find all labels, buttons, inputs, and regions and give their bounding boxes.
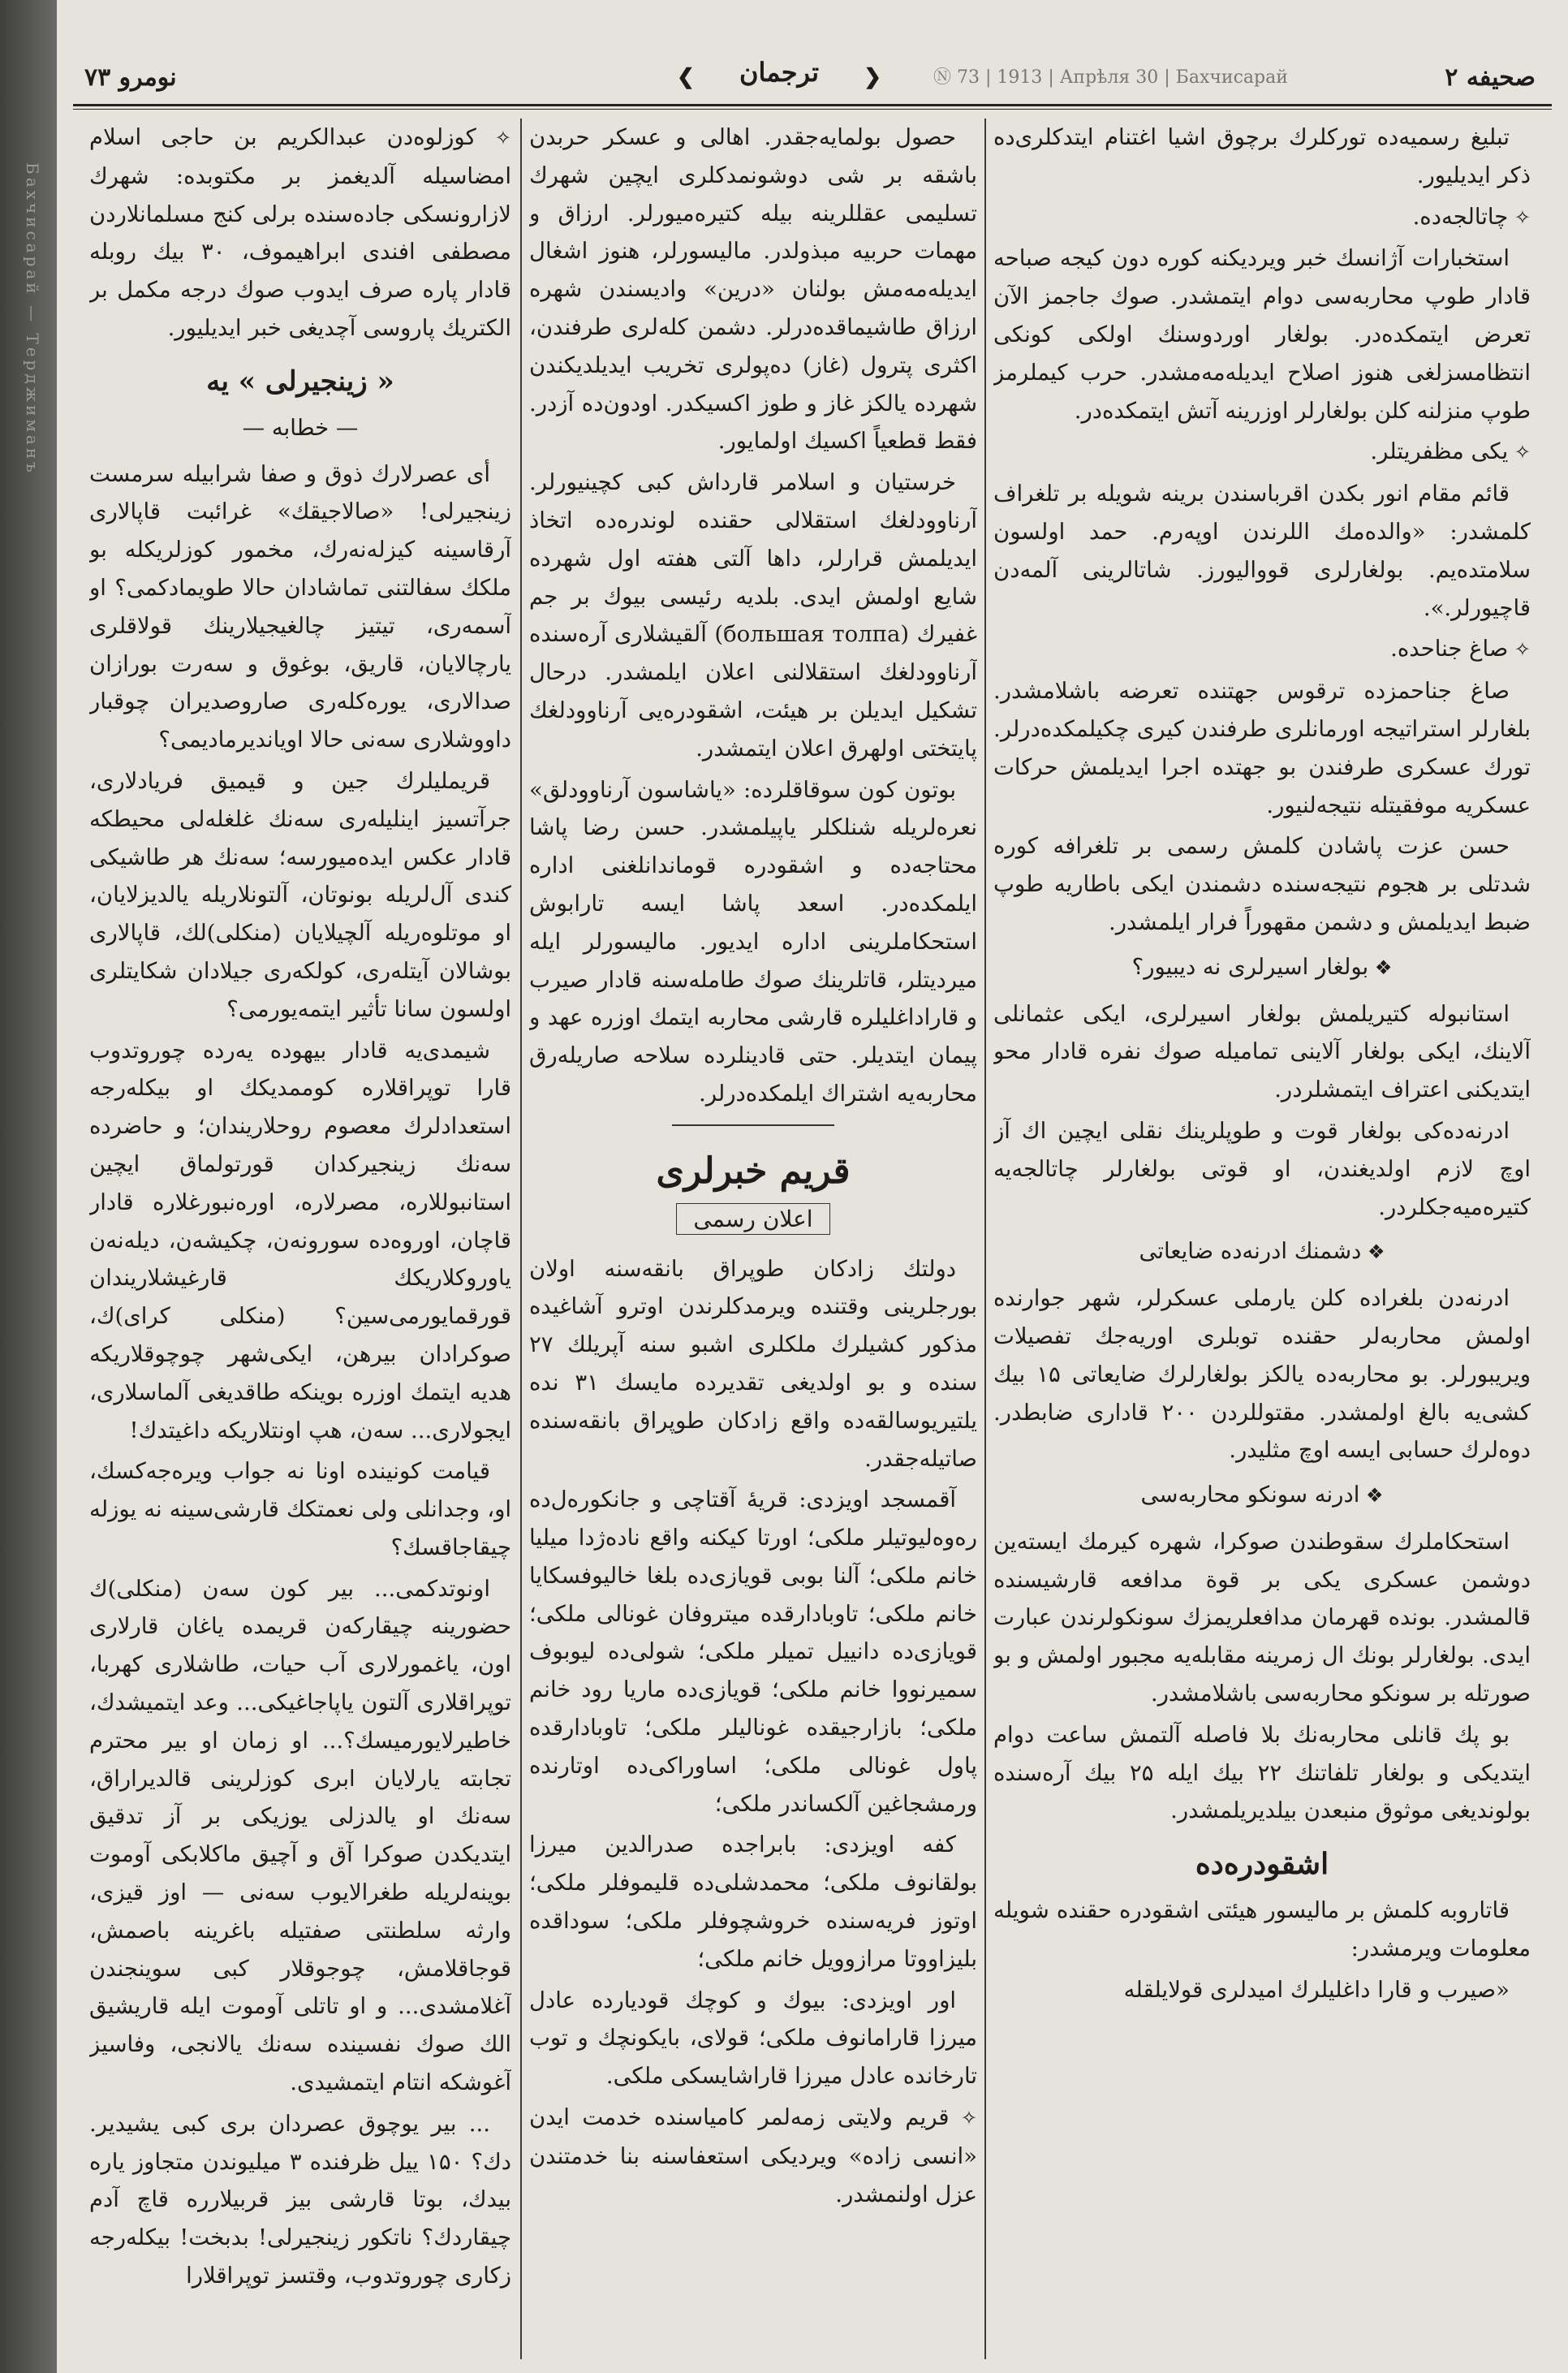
- column-middle: [529, 119, 977, 2359]
- page-header: [57, 54, 1568, 104]
- article-head: ✧ کوزلوه‌دن عبدالکریم بن حاجی اسلام امضاسیله آلدیغمز بر مکتوبده: شهرك لازارونسکی جاده‌سنده برلی کنج مسلمانلاردن مصطفی افندی ابراهیموف، ۳۰ بیك روبله قادار پاره صرف ایدوب صوك درجه مکمل بر الکتریك پاروسی آچدیغی خبر ایدیلیور.: [89, 124, 511, 341]
- paragraph: صاغ جناحمزده ترقوس جهتنده تعرضه باشلامشدر. بلغارلر استراتیجه اورمانلری طرفندن کیری چکیلمکده‌درلر. تورك عسكری طرفندن بو جهتده اجرا ایدیلمش حرکات عسکریه موفقیتله نتیجه‌لنیور.: [993, 678, 1531, 818]
- ornament-icon: ✧: [1508, 205, 1531, 229]
- ornament-icon: ❖: [1368, 956, 1393, 979]
- article-head: ✧ یکی مظفریتلر.: [1370, 438, 1531, 465]
- page-number-label: صحيفه ۲: [1445, 63, 1536, 92]
- boxed-subhead: اعلان رسمی: [529, 1201, 977, 1239]
- paragraph: تبلیغ رسمیه‌ده تورکلرك برچوق اشیا اغتنام ایتدکلری‌ده ذکر ایدیلیور.: [993, 124, 1531, 188]
- column-divider: [520, 119, 522, 2359]
- article-head: ✧ قریم ولایتی زمه‌لمر کامیاسنده خدمت ایدن «انسی زاده» ویردیکی استعفاسنه بنا خدمتندن عزل اولنمشدر.: [529, 2104, 977, 2207]
- paragraph: قائم مقام انور بکدن اقرباسندن برینه شویله بر تلغراف کلمشدر: «والده‌مك اللرندن اوپه‌رم. حمد اولسون سلامتده‌یم. بولغارلری قوواليورز. شاتالرینی آلمه‌دن قاچیورلر.».: [993, 481, 1531, 621]
- paragraph: اونوتدکمی... بیر کون سه‌ن (منکلی)‌ك حضورینه چیقارکه‌ن قریمده یاغان قارلاری اون، یاغمورلاری آب حیات، طاشلاری کهربا، توپراقلاری آلتون یاپاجاغیکی... وعد ایتمیشدك، خاطیرلایورمیسك؟... او زمان او بیر محترم تجابته یارلایان ابری کوزلرینی قالدیراراق، سه‌نك او یالدزلی یوزیکی بر آز تدقیق ایتدیکدن صوکرا آق و آچیق ماکلابکی آوموت بوینه‌لریله طغرالایوب سه‌نی — اوز قیزی، وارثه سلطنتی صفتیله باغرینه باصمش، قوجاقلامش، چوجوقلار کبی سوینجندن آغلامشدی... و او تاتلی آوموت ایله قاریشیق الك صوك نفسینده سه‌نك یالانجی، وفاسیز آغوشکه انتام ایتمشیدی.: [89, 1575, 511, 2096]
- paragraph: حصول بولمایه‌جقدر. اهالی و عسکر حربدن باشقه بر شی دوشونمدکلری ایچین شهرك تسلیمی عقللرینه بیله کتیره‌میورلر. ارزاق و مهمات حربیه مبذولدر. مالیسورلر، هنوز اشغال ایدیله‌مه‌مش بولنان «درین» وادیسندن شهره ارزاق طاشیماقده‌درلر. دشمن کله‌لری طرفندن، اکثری پترول (غاز) ده‌پولری تخریب ایدیلدیکندن شهرده یالکز غاز و طوز اکسیکدر. اودون‌ده آزدر. فقط قطعیاً اکسیك اولمایور.: [529, 124, 977, 455]
- column-right: [993, 119, 1531, 2359]
- page-gutter: [0, 0, 57, 2373]
- paragraph: کفه اویزدی: بابراجده صدرالدین میرزا بولقانوف ملکی؛ محمد‌شلی‌ده قلیموفلر ملکی؛ اوتوز فریه‌سنده خروشچوفلر ملکی؛ سوداقده بلیزاووتا مرازوویل خانم ملکی؛: [529, 1832, 977, 1972]
- paragraph: بوتون کون سوقاقلرده: «یاشاسون آرناوودلق» نعره‌لریله شنلکلر یاپیلمشدر. حسن رضا پاشا محتاجه‌ده و اشقودره قوماندانلغنی اداره ایلمکده‌در. اسعد پاشا ایسه تارابوش استحکاملرینی اداره ایدیور. مالیسورلر ایله میردیتلر، قاتلرینك صوك طامله‌سنه قادار صیرب و قاراداغلیلره قارشی محاربه ایتمك اوزره عهد و پیمان ایتدیلر. حتی قادینلرده سلاحه صاریله‌رق محاربه‌یه اشتراك ایلمکده‌درلر.: [529, 776, 977, 1107]
- paragraph: استحکاملرك سقوطندن صوكرا، شهره کیرمك ایسته‌ین دوشمن عسکری یکی بر قوة مدافعه قارشیسنده قالمشدر. بونده قهرمان مدافعلریمزك سونکولرندن عبارت ایدی. بولغارلر بونك ال زمرینه مقابله‌یه مجبور اولمش و بو صورتله بر سونکو محاربه‌سی باشلامشدر.: [993, 1528, 1531, 1707]
- article-head: ❖ ادرنه سونکو محاربه‌سی: [1140, 1482, 1384, 1508]
- poem-title: « زینجیرلی » یه: [206, 365, 394, 398]
- newspaper-page: [57, 0, 1568, 2373]
- paragraph: دولتك زادکان طوپراق بانقه‌سنه اولان بورجلرینی وقتنده ویرمدکلرندن اوترو آشاغیده مذکور کشیلرك ملکلری اشبو سنه آپریلك ۲۷ سنده و بو اولدیغی تقدیرده مایسك ۳۱ نده یلتیریوسالقه‌ده واقع زادکان طوپراق بانقه‌سنده صاتیله‌جقدر.: [529, 1255, 977, 1472]
- ornament-icon: ✧: [476, 127, 511, 149]
- paragraph: شیمدی‌یه قادار بیهوده یه‌رده چوروتدوب قارا توپراقلاره کوممدیکك او بیکله‌رجه استعدادلرك معصوم روحلاریندان؛ و حاضرده سه‌نك زینجیرکدان قورتولماق ایچین استانبوللاره، مصرلاره، اوره‌نبورغلاره قادار قاچان، اوروه‌ده سورونه‌ن، چکیشه‌ن، دیله‌نه‌ن یاوروکلاریکك قارغیشلاریندان قورقمایورمی‌سین؟ (منکلی کرای)‌ك، صوکرادان بیرهن، ایکی‌شهر چوچوقلاریکه هدیه ایتمك اوزره بوینکه طاقدیغی آلماسلاری، ایجولاری... سه‌ن، هپ اونتلاریکه داغیتدك!: [89, 1037, 511, 1443]
- paragraph: ادرنه‌ده‌کی بولغار قوت و طوپلرینك نقلی ایچین اك آز اوچ لازم اولدیغندن، او قوتی بولغارلر چاتالجه‌یه کتیره‌میه‌جکلردر.: [993, 1117, 1531, 1220]
- paragraph: استانبوله کتیریلمش بولغار اسیرلری، ایکی عثمانلی آلاینك، ایکی بولغار آلاینی تماميله صوك نفره قادار محو ایتدیکنی اعتراف ایتمشلردر.: [993, 1000, 1531, 1103]
- date-line: Ⓝ 73 | 1913 | Апрѣля 30 | Бахчисарай: [933, 67, 1288, 88]
- article-head: ❖ دشمنك ادرنه‌ده ضایعاتی: [1139, 1238, 1385, 1265]
- ornament-right-icon: ❮: [864, 65, 881, 89]
- paragraph: آقمسجد اویزدی: قریهٔ آقتاچی و جانکوره‌ل‌ده ره‌وه‌لیوتیلر ملکی؛ اورتا کیکنه واقع ناده‌ژدا میلیا خانم ملکی؛ آلنا بوبی قویازی‌ده بلغا خالیوفسکایا خانم ملکی؛ تاوبادارقده میتروفان غونالی ملکی؛ قویازی‌ده دانییل تمیلر ملکی؛ شولی‌ده لیوبوف سمیرنووا خانم ملکی؛ قویازی‌ده ماریا رود خانم ملکی؛ بازارجیقده غونالیلر ملکی؛ تاوبادارقده پاول غونالی ملکی؛ اساوراکی‌ده اوتارنده ورمشجاغین آلکساندر ملکی؛: [529, 1486, 977, 1817]
- paragraph: خرستیان و اسلامر قارداش کبی کچینیورلر. آرناوودلغك استقلالی حقنده لوندره‌ده اتخاذ ایدیلمش قرارلر، داها آلتی هفته اول شهرده شایع اولمش ایدی. بلدیه رئیسی بیوك بر جم غفیرك (большая толпа) آلقیشلاری آره‌سنده آرناوودلغك استقلالنی اعلان ایلمشدر. درحال تشکیل ایدیلن بر هیئت، اشقودره‌یی آرناوودلغك پایتختی اولهرق اعلان ایتمشدر.: [529, 469, 977, 762]
- ornament-icon: ✧: [1508, 638, 1531, 662]
- paragraph: أی عصرلارك ذوق و صفا شرابیله سرمست زینجیرلی! «صالاجیقك» غرائبت قاپالاری آرقاسینه کیزله‌نه‌رك، مخمور کوزلریکله بو ملکك سفالتنی تماشادان حالا طویمادکمی؟ او آسمه‌ری، تیتیز چالغیجیلارینك قولاقلری یارچالایان، قاریق، بوغوق و سه‌رت بورازان صدالاری، یوره‌کله‌ری صاروصدیران چوقبار داووشلاری سه‌نی حالا اویاندیرمادیمی؟: [89, 460, 511, 753]
- issue-number: نومرو ۷۳: [84, 63, 177, 92]
- header-rule-thin: [73, 109, 1552, 110]
- paragraph: قاتاروبه کلمش بر مالیسور هیئتی اشقودره حقنده شویله معلومات ویرمشدر:: [993, 1897, 1531, 1962]
- column-divider: [984, 119, 986, 2359]
- ornament-icon: ✧: [1508, 441, 1531, 464]
- poem-subtitle: — خطابه —: [242, 414, 359, 441]
- paragraph: ادرنه‌دن بلغراده کلن یارملی عسکرلر، شهر جوارنده اولمش محاربه‌لر حقنده توبلری اوریه‌جك تفصیلات ویریبورلر. بو محاربه‌ده یالکز بولغارلرك ضایعاتی ۱۵ بیك کشی‌یه بالغ اولمشدر. مقتوللردن ۲۰۰ قاداری ضابطدر. دوه‌لرك حسابی ایسه اوچ مثلیدر.: [993, 1285, 1531, 1464]
- ornament-left-icon: ❯: [677, 65, 695, 89]
- ornament-icon: ❖: [1359, 1484, 1384, 1508]
- article-head: ✧ چاتالجه‌ده.: [1412, 203, 1531, 230]
- paragraph: ... بیر یوچوق عصردان بری کبی یشیدیر. دك؟ ۱۵۰ ییل ظرفنده ۳ میلیوندن متجاوز یاره بیدك، بوتا قارشی بیز قربیلارره قاچ آدم چیقاردك؟ ناتکور زینجیرلی! بدبخت! بیکله‌رجه زکاری چوروتدوب، وقتسز توپراقلارا: [89, 2110, 511, 2289]
- gutter-stamp-text: Бахчисарай — Терджиманъ: [23, 162, 42, 476]
- section-headline: قریم خبرلری: [656, 1150, 851, 1192]
- paragraph: استخبارات آژانسك خبر ویردیکنه کوره دون کیجه صباحه قادار طوپ محاربه‌سی دوام ایتمشدر. صوك جاجمز الآن تعرض ایتمکده‌در. بولغار اوردوسنك اولکی کونکی انتظامسزلغی هنوز اصلاح ایدیله‌مه‌مشدر. حرب کیملرمز طوپ منزلنه کلن بولغارلر اوزرینه آتش ایتمکده‌در.: [993, 245, 1531, 424]
- ornament-icon: ✧: [949, 2107, 977, 2130]
- section-divider: [672, 1124, 834, 1126]
- section-heading: اشقودره‌ده: [1195, 1847, 1329, 1882]
- paragraph: اور اویزدی: بیوك و کوچك قودیارده عادل میرزا قارامانوف ملکی؛ قولای، بایکونچك و توب تارخانده عادل میرزا قاراشایسکی ملکی.: [529, 1987, 977, 2090]
- article-head: ✧ صاغ جناحده.: [1390, 636, 1531, 662]
- article-head: ❖ بولغار اسیرلری نه دیبیور؟: [1131, 953, 1393, 980]
- paragraph: بو پك قانلی محاربه‌نك بلا فاصله آلتمش ساعت دوام ایتدیکی و بولغار تلفاتنك ۲۲ بیك ایله ۲۵ بیك آره‌سنده بولوندیغی موثوق منبعدن بیلدیریلمشدر.: [993, 1721, 1531, 1824]
- column-left: [89, 119, 511, 2359]
- ornament-icon: ❖: [1361, 1240, 1385, 1264]
- paragraph: قریملیلرك جین و قیمیق فریادلاری، جرآتسیز اینلیله‌ری سه‌نك غلغله‌لی محیطکه قادار عکس ایده‌میورسه؛ سه‌نك هر طاشیکی کندی آل‌لریله بونوتان، آلتونلاریله یالدیزلایان، او موتلوه‌ریله آلچیلایان (منکلی)‌لك، قاپالاری بوشالان آیتله‌ری، کولکه‌ری جیلادان شکایتلری اولسون سانا تأثیر ایتمه‌یورمی؟: [89, 767, 511, 1022]
- header-rule: [73, 104, 1552, 106]
- paragraph: قیامت کونینده اونا نه جواب ویره‌جه‌کسك، او، وجدانلی ولی نعمتکك قارشی‌سینه نه یوزله چیقاجاقسك؟: [89, 1458, 511, 1560]
- paragraph: «صیرب و قارا داغلیلرك امیدلری قولایلقله: [1123, 1976, 1510, 2003]
- masthead-title: [674, 57, 885, 97]
- paragraph: حسن عزت پاشادن کلمش رسمی بر تلغرافه کوره شدتلی بر هجوم نتیجه‌سنده دشمندن ایکی باطاریه طوپ ضبط ایدیلمش و دشمن مقهوراً فرار ایلمشدر.: [993, 833, 1531, 935]
- newspaper-name: ترجمان: [739, 57, 820, 88]
